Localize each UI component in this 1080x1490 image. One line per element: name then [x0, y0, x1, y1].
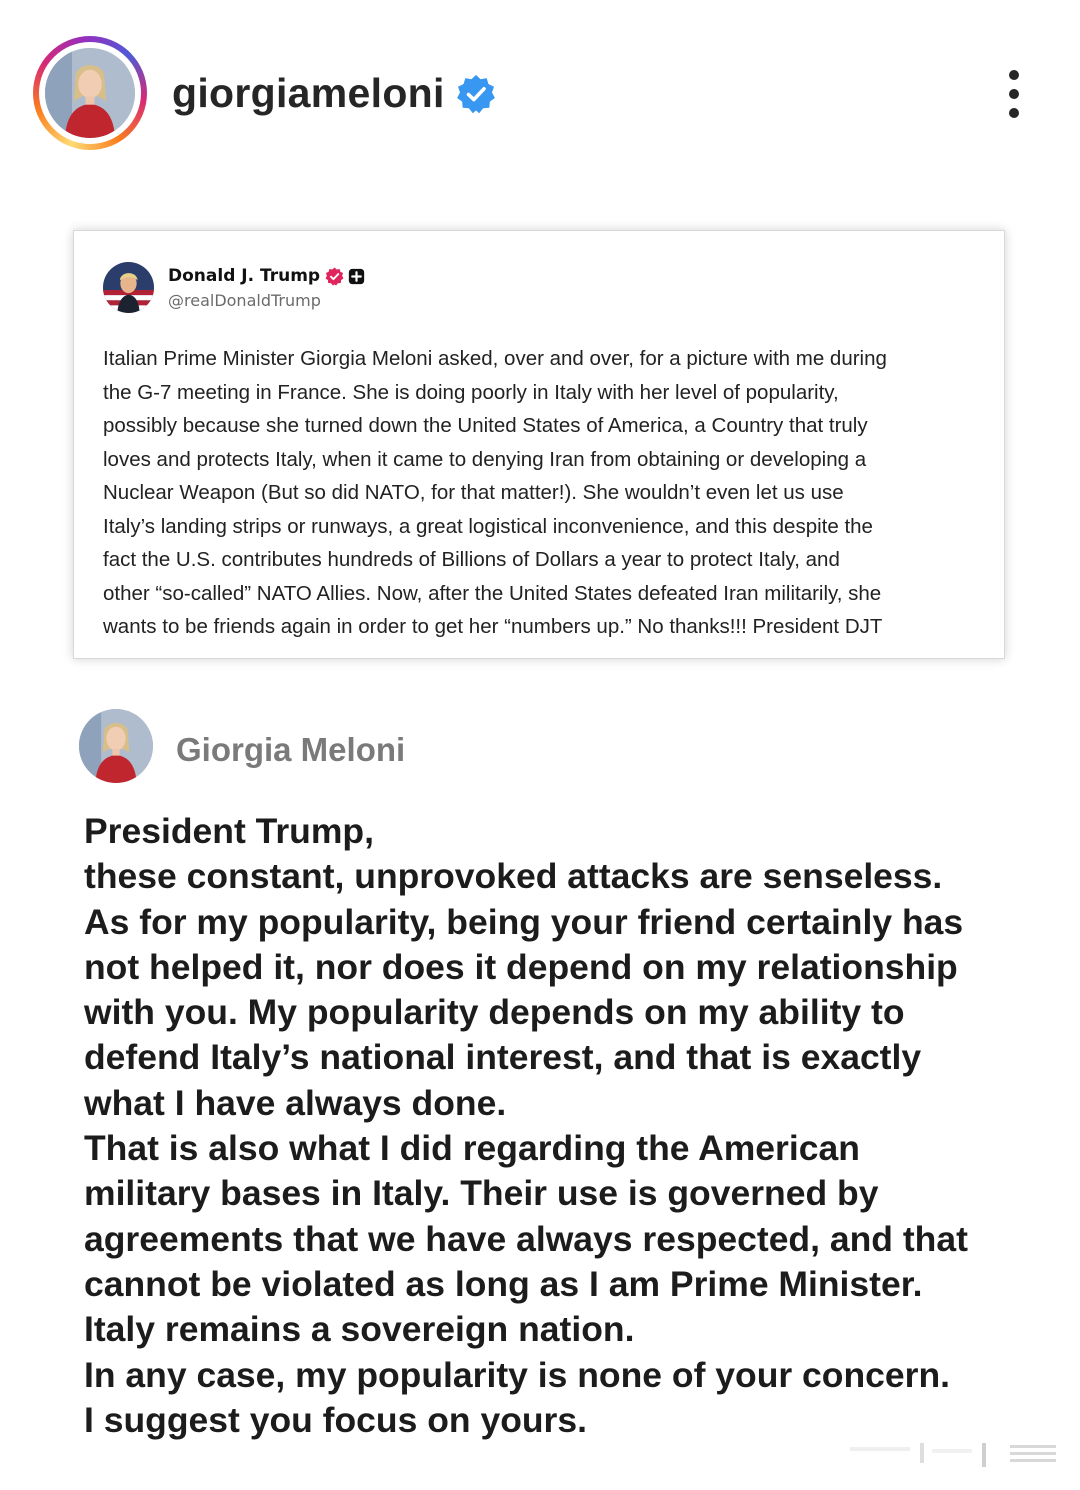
reply-text-line: military bases in Italy. Their use is governed by: [84, 1173, 879, 1214]
post-text-line: Italian Prime Minister Giorgia Meloni asked, over and over, for a picture with me during: [103, 347, 887, 370]
reply-text-line: In any case, my popularity is none of your concern.: [84, 1354, 951, 1395]
profile-avatar-story-ring[interactable]: [33, 36, 147, 150]
watermark-logo: [850, 1437, 1060, 1469]
more-options-icon[interactable]: [996, 66, 1032, 122]
verified-badge-icon: [456, 74, 496, 114]
reply-text-line: agreements that we have always respected, and that: [84, 1218, 968, 1259]
profile-photo-icon: [45, 48, 135, 138]
reply-text-line: defend Italy’s national interest, and that is exactly: [84, 1037, 922, 1078]
quoted-post-card: [73, 230, 1005, 659]
post-text-line: fact the U.S. contributes hundreds of Billions of Dollars a year to protect Italy, and: [103, 548, 840, 571]
post-author-row: [168, 264, 365, 288]
post-text-line: the G-7 meeting in France. She is doing poorly in Italy with her level of popularity,: [103, 380, 839, 404]
post-text-line: Italy’s landing strips or runways, a great logistical inconvenience, and this despite the: [103, 514, 873, 538]
plus-square-icon: [348, 268, 365, 285]
reply-text-line: I suggest you focus on yours.: [84, 1399, 587, 1440]
profile-photo-icon: [79, 709, 153, 783]
post-text-line: loves and protects Italy, when it came to denying Iran from obtaining or developing a: [103, 447, 867, 471]
reply-text-line: what I have always done.: [84, 1082, 507, 1123]
post-header: [0, 0, 1080, 190]
post-text-line: other “so-called” NATO Allies. Now, after the United States defeated Iran militarily, she: [103, 581, 882, 605]
post-text-line: Nuclear Weapon (But so did NATO, for that matter!). She wouldn’t even let us use: [103, 481, 844, 504]
avatar: [79, 709, 153, 783]
reply-text-line: As for my popularity, being your friend certainly has: [84, 901, 964, 942]
profile-photo-icon: [103, 262, 154, 313]
reply-text-line: these constant, unprovoked attacks are senseless.: [84, 856, 943, 897]
post-author-name[interactable]: Donald J. Trump: [168, 266, 321, 286]
username[interactable]: giorgiameloni: [172, 70, 445, 116]
reply-text-line: That is also what I did regarding the American: [84, 1128, 860, 1169]
reply-text-line: not helped it, nor does it depend on my relationship: [84, 946, 958, 987]
post-text: [103, 342, 983, 644]
avatar: [103, 262, 154, 313]
reply-author-name: Giorgia Meloni: [176, 731, 406, 768]
reply-text: [84, 809, 1044, 1443]
reply-text-line: cannot be violated as long as I am Prime Minister.: [84, 1263, 923, 1304]
avatar[interactable]: [45, 48, 135, 138]
post-text-line: wants to be friends again in order to get her “numbers up.” No thanks!!! President DJT: [103, 615, 883, 638]
reply-text-line: Italy remains a sovereign nation.: [84, 1309, 635, 1350]
verified-badge-icon: [325, 267, 344, 286]
reply-text-line: President Trump,: [84, 811, 374, 851]
post-text-line: possibly because she turned down the United States of America, a Country that truly: [103, 414, 868, 437]
post-author-handle[interactable]: @realDonaldTrump: [168, 291, 321, 310]
reply-text-line: with you. My popularity depends on my ability to: [84, 992, 905, 1033]
